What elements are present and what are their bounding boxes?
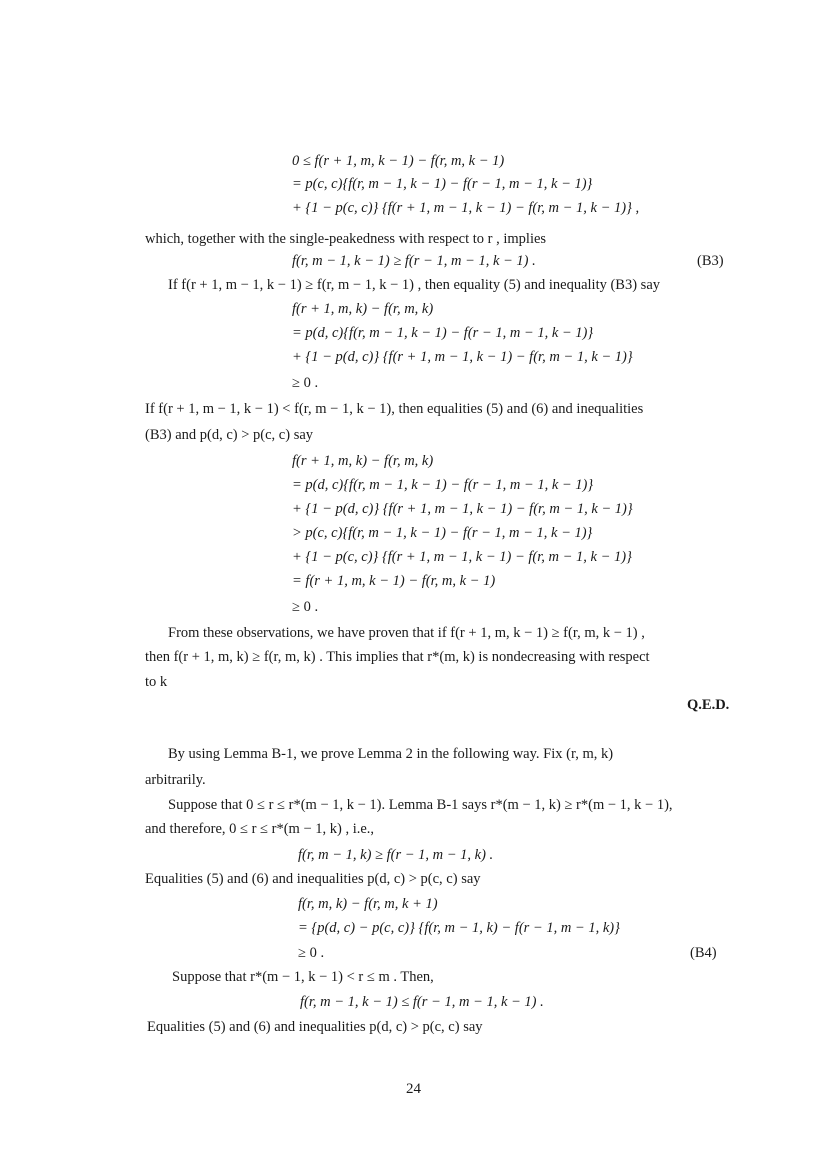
text-line: f(r, m, k) − f(r, m, k + 1) <box>298 896 438 912</box>
text-line: Equalities (5) and (6) and inequalities p(d, c) > p(c, c) say <box>147 1019 483 1035</box>
text-line: Suppose that 0 ≤ r ≤ r*(m − 1, k − 1). Lemma B-1 says r*(m − 1, k) ≥ r*(m − 1, k − 1), <box>168 797 673 813</box>
text-line: and therefore, 0 ≤ r ≤ r*(m − 1, k) , i.e., <box>145 821 375 837</box>
text-line: f(r, m − 1, k − 1) ≤ f(r − 1, m − 1, k − 1) . <box>300 994 544 1010</box>
text-line: ≥ 0 . <box>292 375 319 391</box>
text-line: If f(r + 1, m − 1, k − 1) < f(r, m − 1, k − 1), then equalities (5) and (6) and inequalities <box>145 401 644 417</box>
text-line: (B3) and p(d, c) > p(c, c) say <box>145 427 314 443</box>
text-line: ≥ 0 . <box>298 945 325 961</box>
text-line: = p(d, c){f(r, m − 1, k − 1) − f(r − 1, m − 1, k − 1)} <box>292 325 594 341</box>
text-line: = p(d, c){f(r, m − 1, k − 1) − f(r − 1, m − 1, k − 1)} <box>292 477 594 493</box>
text-line: = f(r + 1, m, k − 1) − f(r, m, k − 1) <box>292 573 496 589</box>
text-line: + {1 − p(c, c)} {f(r + 1, m − 1, k − 1) − f(r, m − 1, k − 1)} <box>292 549 632 565</box>
text-line: = {p(d, c) − p(c, c)} {f(r, m − 1, k) − f(r − 1, m − 1, k)} <box>298 920 620 936</box>
text-line: Equalities (5) and (6) and inequalities p(d, c) > p(c, c) say <box>145 871 481 887</box>
text-line: 0 ≤ f(r + 1, m, k − 1) − f(r, m, k − 1) <box>292 153 505 169</box>
text-line: + {1 − p(d, c)} {f(r + 1, m − 1, k − 1) − f(r, m − 1, k − 1)} <box>292 501 633 517</box>
text-line: f(r, m − 1, k) ≥ f(r − 1, m − 1, k) . <box>298 847 494 863</box>
text-line: If f(r + 1, m − 1, k − 1) ≥ f(r, m − 1, k − 1) , then equality (5) and inequality (B3) say <box>168 277 661 293</box>
text-line: f(r + 1, m, k) − f(r, m, k) <box>292 453 434 469</box>
text-line: to k <box>145 674 168 690</box>
text-line: By using Lemma B-1, we prove Lemma 2 in the following way. Fix (r, m, k) <box>168 746 614 762</box>
text-line: From these observations, we have proven that if f(r + 1, m, k − 1) ≥ f(r, m, k − 1) , <box>168 625 645 641</box>
equation-tag: (B4) <box>690 945 717 961</box>
text-line: + {1 − p(d, c)} {f(r + 1, m − 1, k − 1) − f(r, m − 1, k − 1)} <box>292 349 633 365</box>
text-line: which, together with the single-peakedness with respect to r , implies <box>145 231 547 247</box>
text-line: Suppose that r*(m − 1, k − 1) < r ≤ m . Then, <box>172 969 434 985</box>
text-line: ≥ 0 . <box>292 599 319 615</box>
text-line: f(r + 1, m, k) − f(r, m, k) <box>292 301 434 317</box>
text-line: then f(r + 1, m, k) ≥ f(r, m, k) . This implies that r*(m, k) is nondecreasing with respect <box>145 649 650 665</box>
text-line: = p(c, c){f(r, m − 1, k − 1) − f(r − 1, m − 1, k − 1)} <box>292 176 593 192</box>
text-line: arbitrarily. <box>145 772 206 788</box>
qed-marker: Q.E.D. <box>687 697 730 713</box>
equation-tag: (B3) <box>697 253 724 269</box>
text-line: + {1 − p(c, c)} {f(r + 1, m − 1, k − 1) − f(r, m − 1, k − 1)} , <box>292 200 640 216</box>
page-number: 24 <box>406 1081 421 1097</box>
text-line: f(r, m − 1, k − 1) ≥ f(r − 1, m − 1, k − 1) . <box>292 253 536 269</box>
text-line: > p(c, c){f(r, m − 1, k − 1) − f(r − 1, m − 1, k − 1)} <box>292 525 593 541</box>
